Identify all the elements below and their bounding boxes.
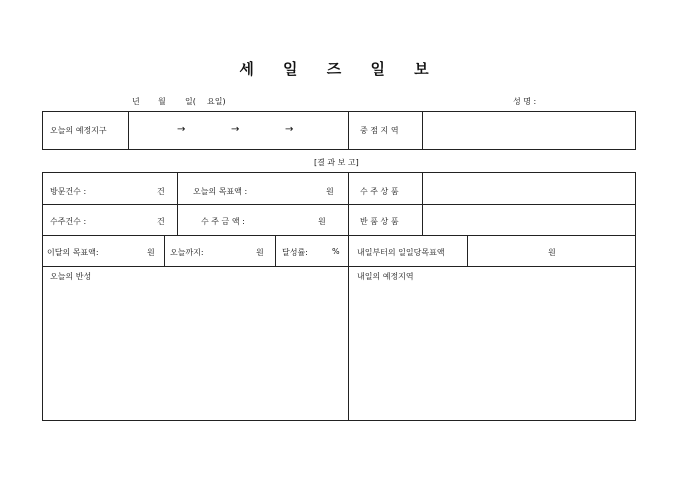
result-report-header: [결 과 보 고] [314, 158, 359, 167]
order-count-label: 수주건수 : [50, 217, 87, 226]
order-amount-label: 수 주 금 액 : [201, 217, 245, 226]
divider [422, 172, 423, 235]
divider [128, 111, 129, 150]
divider [348, 172, 349, 421]
order-amount-unit: 원 [318, 217, 326, 226]
ordered-products-label: 수 주 상 품 [360, 187, 399, 196]
planned-area-row [42, 111, 636, 150]
today-target-unit: 원 [326, 187, 334, 196]
divider [164, 235, 165, 266]
divider [348, 111, 349, 150]
today-planned-area-label: 오늘의 예정지구 [50, 126, 107, 135]
focus-area-label: 중 점 지 역 [360, 126, 399, 135]
arrow-icon: → [177, 124, 186, 135]
row-divider [42, 235, 636, 236]
month-target-label: 이달의 목표액: [47, 248, 99, 257]
row-divider [42, 266, 636, 267]
achievement-rate-label: 달성률: [282, 248, 308, 257]
arrow-icon: → [285, 124, 294, 135]
row-divider [42, 204, 636, 205]
divider [422, 111, 423, 150]
month-label: 월 [158, 97, 166, 106]
visit-count-unit: 건 [157, 187, 165, 196]
arrow-icon: → [231, 124, 240, 135]
returned-products-label: 반 품 상 품 [360, 217, 399, 226]
signature-label: 성 명 : [513, 97, 537, 106]
daily-target-unit: 원 [548, 248, 556, 257]
weekday-label: 요일) [207, 97, 226, 106]
divider [275, 235, 276, 266]
result-table [42, 172, 636, 421]
daily-target-label: 내일부터의 일일당목표액 [357, 248, 445, 257]
to-date-label: 오늘까지: [170, 248, 204, 257]
today-target-label: 오늘의 목표액 : [193, 187, 248, 196]
order-count-unit: 건 [157, 217, 165, 226]
day-label: 일( [185, 97, 196, 106]
to-date-unit: 원 [256, 248, 264, 257]
visit-count-label: 방문건수 : [50, 187, 87, 196]
divider [467, 235, 468, 266]
achievement-rate-unit: % [332, 247, 340, 256]
month-target-unit: 원 [147, 248, 155, 257]
year-label: 년 [132, 97, 140, 106]
page-title: 세 일 즈 일 보 [239, 60, 441, 78]
today-reflection-label: 오늘의 반성 [50, 272, 92, 281]
divider [177, 172, 178, 235]
tomorrow-planned-area-label: 내일의 예정지역 [357, 272, 414, 281]
